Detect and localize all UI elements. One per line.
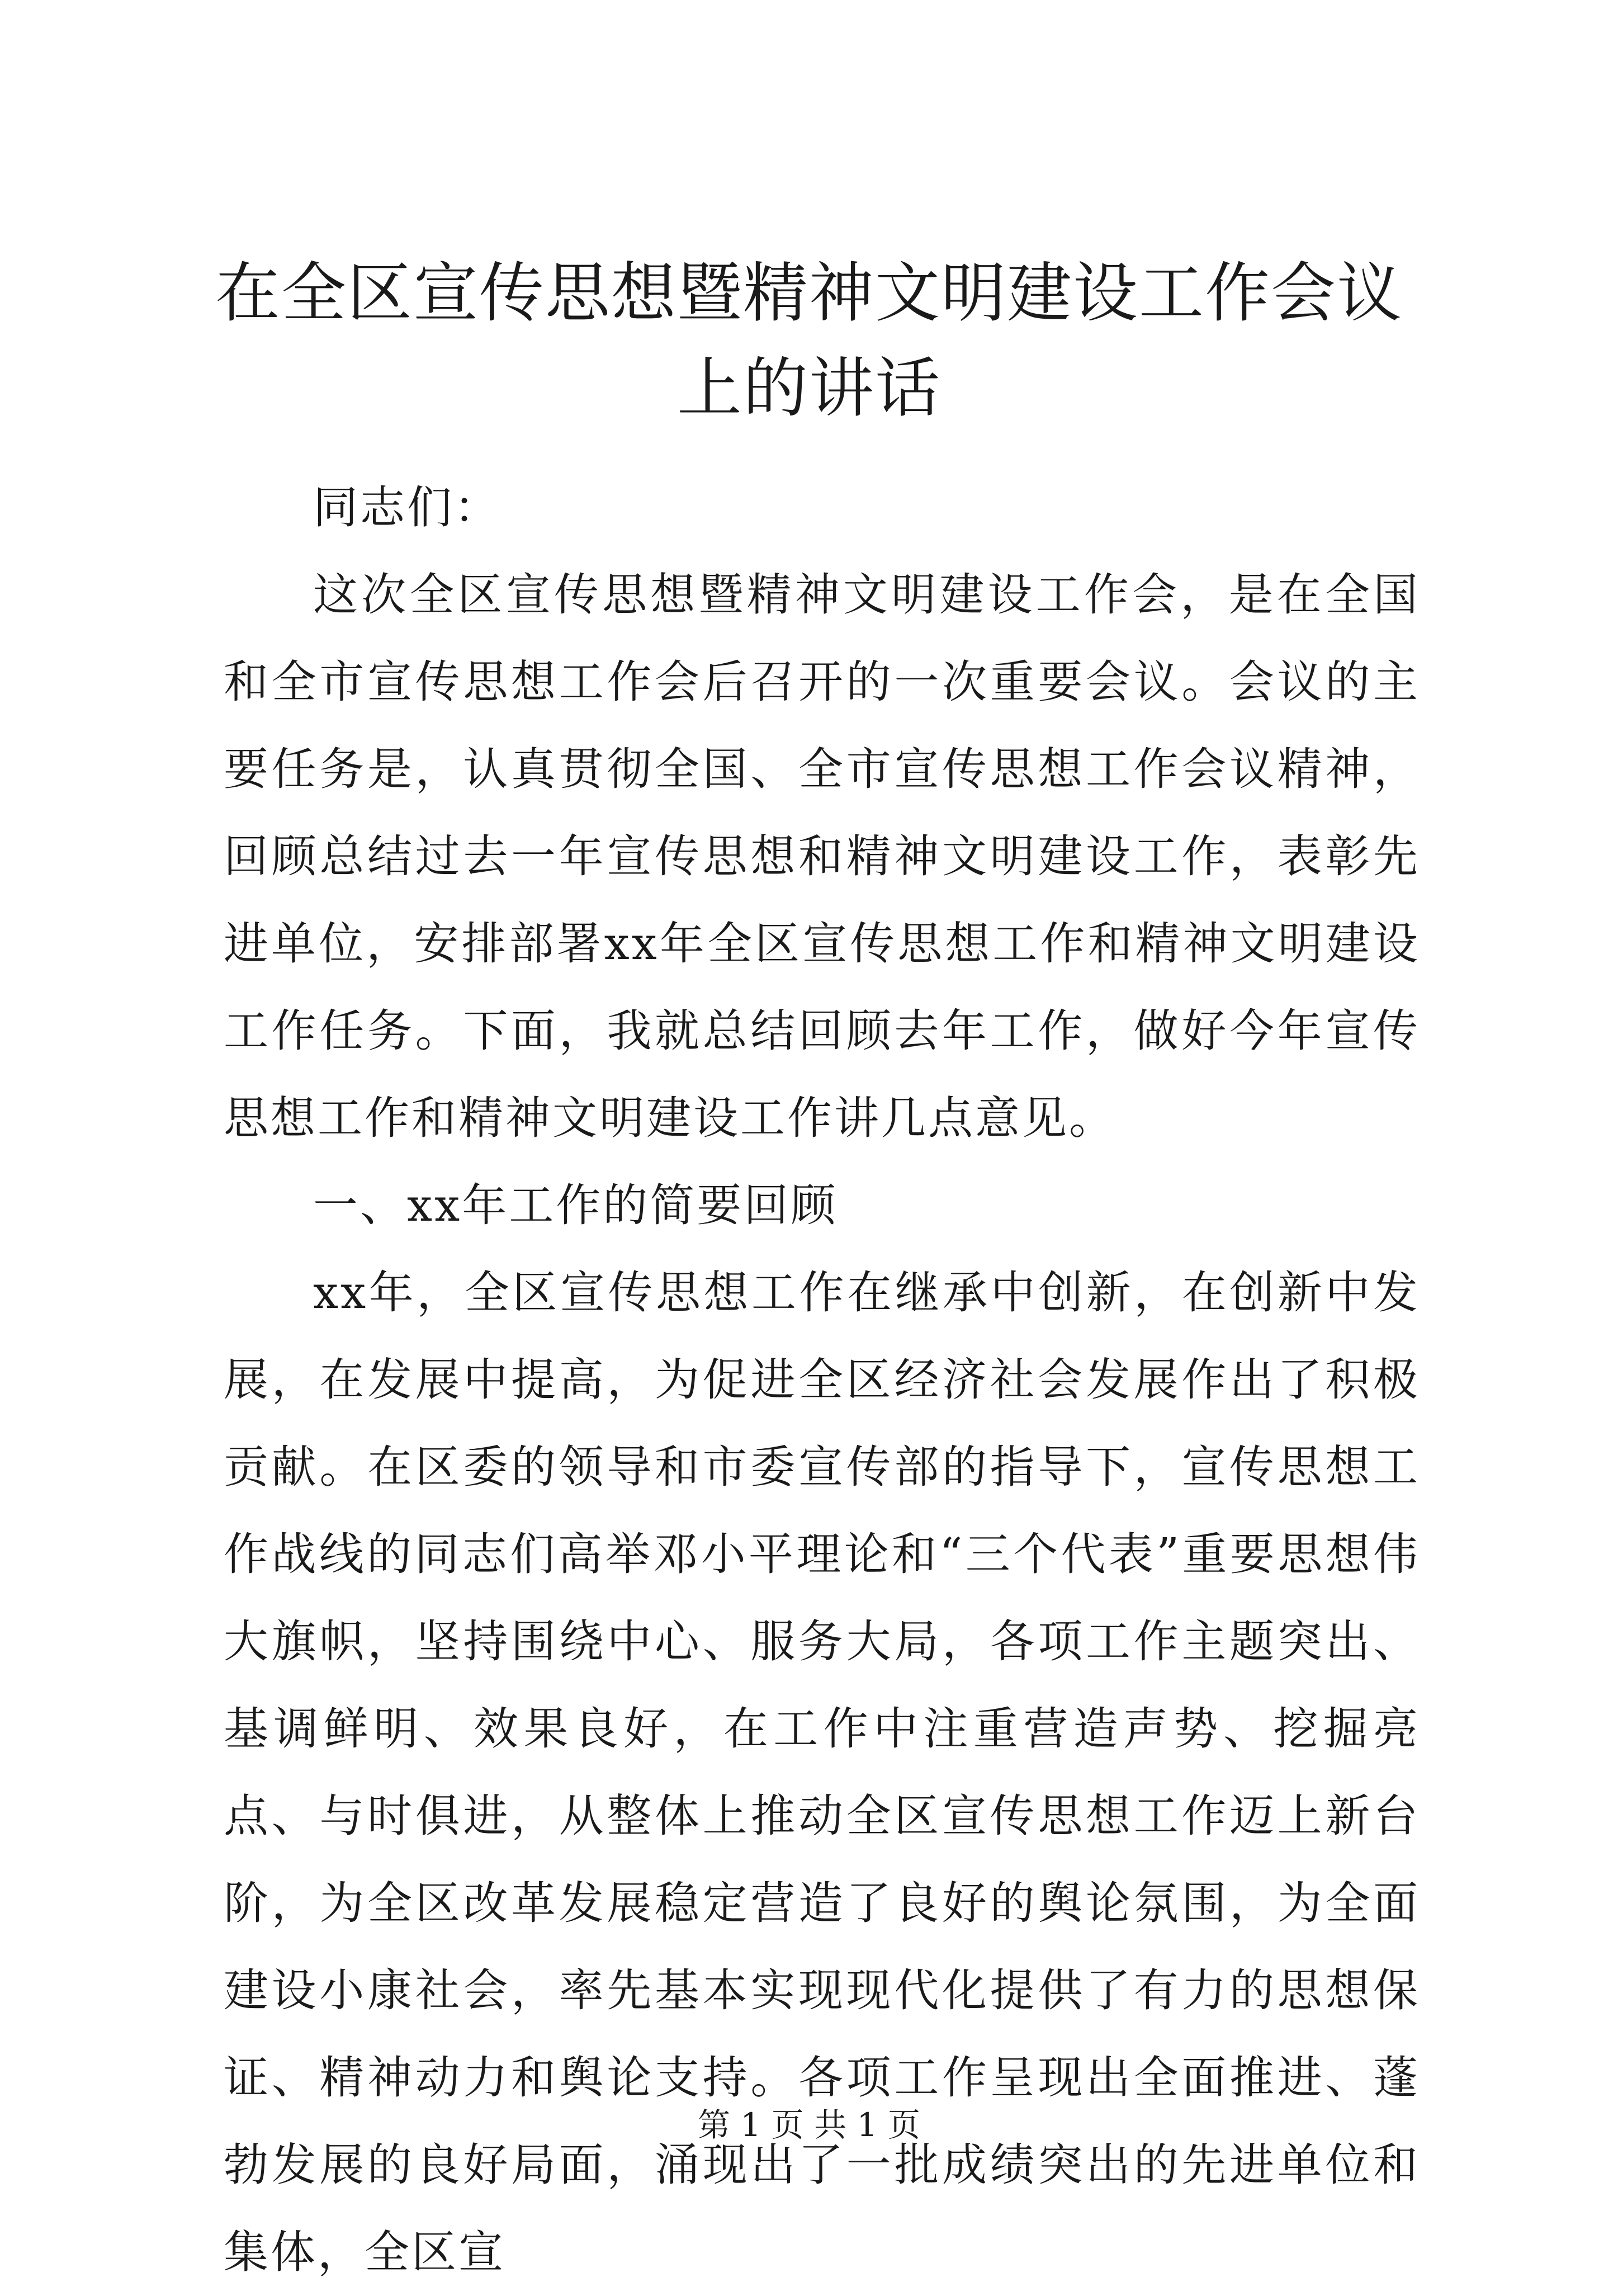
salutation-paragraph: 同志们：	[313, 481, 501, 533]
section-heading: 一、xx年工作的简要回顾	[313, 1179, 838, 1231]
document-title: 在全区宣传思想暨精神文明建设工作会议上的讲话	[215, 256, 1403, 426]
page-number-footer: 第 1 页 共 1 页	[698, 2106, 920, 2144]
document-body	[224, 464, 1420, 2296]
intro-paragraph: 这次全区宣传思想暨精神文明建设工作会，是在全国和全市宣传思想工作会后召开的一次重要会议。会议的主要任务是，认真贯彻全国、全市宣传思想工作会议精神，回顾总结过去一年宣传思想和精神文明建设工作，表彰先进单位，安排部署xx年全区宣传思想工作和精神文明建设工作任务。下面，我就总结回顾去年工作，做好今年宣传思想工作和精神文明建设工作讲几点意见。	[224, 569, 1420, 1144]
review-paragraph: xx年，全区宣传思想工作在继承中创新，在创新中发展，在发展中提高，为促进全区经济社会发展作出了积极贡献。在区委的领导和市委宣传部的指导下，宣传思想工作战线的同志们高举邓小平理论和“三个代表”重要思想伟大旗帜，坚持围绕中心、服务大局，各项工作主题突出、基调鲜明、效果良好，在工作中注重营造声势、挖掘亮点、与时俱进，从整体上推动全区宣传思想工作迈上新台阶，为全区改革发展稳定营造了良好的舆论氛围，为全面建设小康社会，率先基本实现现代化提供了有力的思想保证、精神动力和舆论支持。各项工作呈现出全面推进、蓬勃发展的良好局面，涌现出了一批成绩突出的先进单位和集体，全区宣	[224, 1267, 1420, 2278]
